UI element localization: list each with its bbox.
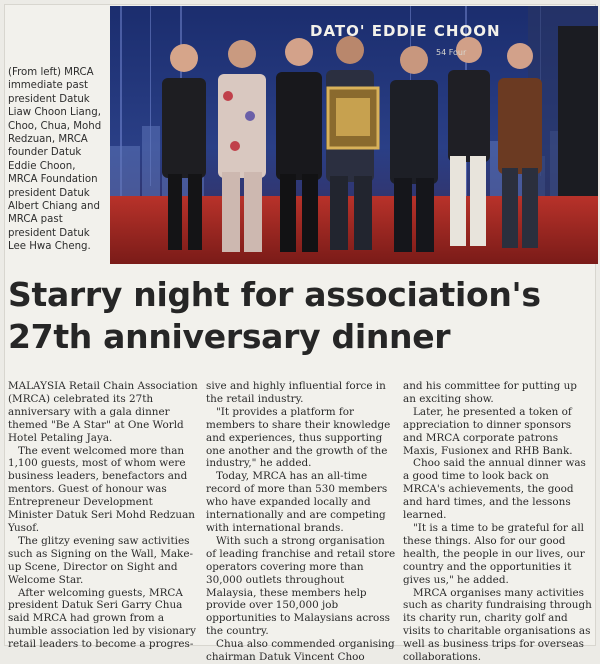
paragraph: Today, MRCA has an all-time record of more than 530 members who have expanded locally and internationally and are competing with international brands. xyxy=(206,470,388,534)
article-column-3 xyxy=(403,380,593,664)
paragraph: After welcoming guests, MRCA president Datuk Seri Garry Chua said MRCA had grown from a humble association led by visionary retail leaders to become a progres- xyxy=(8,586,196,651)
event-photo xyxy=(110,6,598,264)
paragraph: and his committee for putting up an exciting show. xyxy=(403,380,577,405)
paragraph: sive and highly influential force in the retail industry. xyxy=(206,380,386,405)
article-column-1 xyxy=(8,380,198,651)
paragraph: Choo said the annual dinner was a good time to look back on MRCA's achievements, the good and hard times, and the lessons learned. xyxy=(403,457,586,522)
paragraph: Later, he presented a token of appreciation to dinner sponsors and MRCA corporate patrons Maxis, Fusionex and RHB Bank. xyxy=(403,405,573,457)
article-headline: Starry night for association's 27th anniversary dinner xyxy=(8,275,541,356)
paragraph: "It provides a platform for members to share their knowledge and experiences, thus supporting one another and the growth of the industry," he added. xyxy=(206,405,391,470)
paragraph: The glitzy evening saw activities such as Signing on the Wall, Make-up Scene, Director on Sight and Welcome Star. xyxy=(8,534,194,586)
paragraph: MALAYSIA Retail Chain Association (MRCA) celebrated its 27th anniversary with a gala dinner themed "Be A Star" at One World Hotel Petaling Jaya. xyxy=(8,380,198,444)
paragraph: With such a strong organisation of leading franchise and retail store operators covering more than 30,000 outlets throughout Malaysia, these members help provide over 150,000 job opportunities to Malaysians across the country. xyxy=(206,534,396,638)
paragraph: Chua also commended organising chairman Datuk Vincent Choo xyxy=(206,638,395,664)
photo-banner-subtext: 54 Four xyxy=(436,48,467,57)
article-column-2 xyxy=(206,380,396,664)
photo-banner-text: DATO' EDDIE CHOON xyxy=(310,22,501,40)
photo-caption: (From left) MRCA immediate past president Datuk Liaw Choon Liang, Choo, Chua, Mohd Redzuan, MRCA founder Datuk Eddie Choon, MRCA Foundation president Datuk Albert Chiang and MRCA past president Datuk Lee Hwa Cheng. xyxy=(8,67,102,253)
event-photo-illustration xyxy=(110,6,598,264)
paragraph: MRCA organises many activities such as charity fundraising through its charity run, charity golf and visits to charitable organisations as well as business trips for overseas collaborations. xyxy=(403,586,592,664)
paragraph: "It is a time to be grateful for all these things. Also for our good health, the people in our lives, our country and the opportunities it gives us," he added. xyxy=(403,521,585,586)
paragraph: The event welcomed more than 1,100 guests, most of whom were business leaders, benefactors and mentors. Guest of honour was Entrepreneur Development Minister Datuk Seri Mohd Redzuan Yusof. xyxy=(8,444,195,534)
